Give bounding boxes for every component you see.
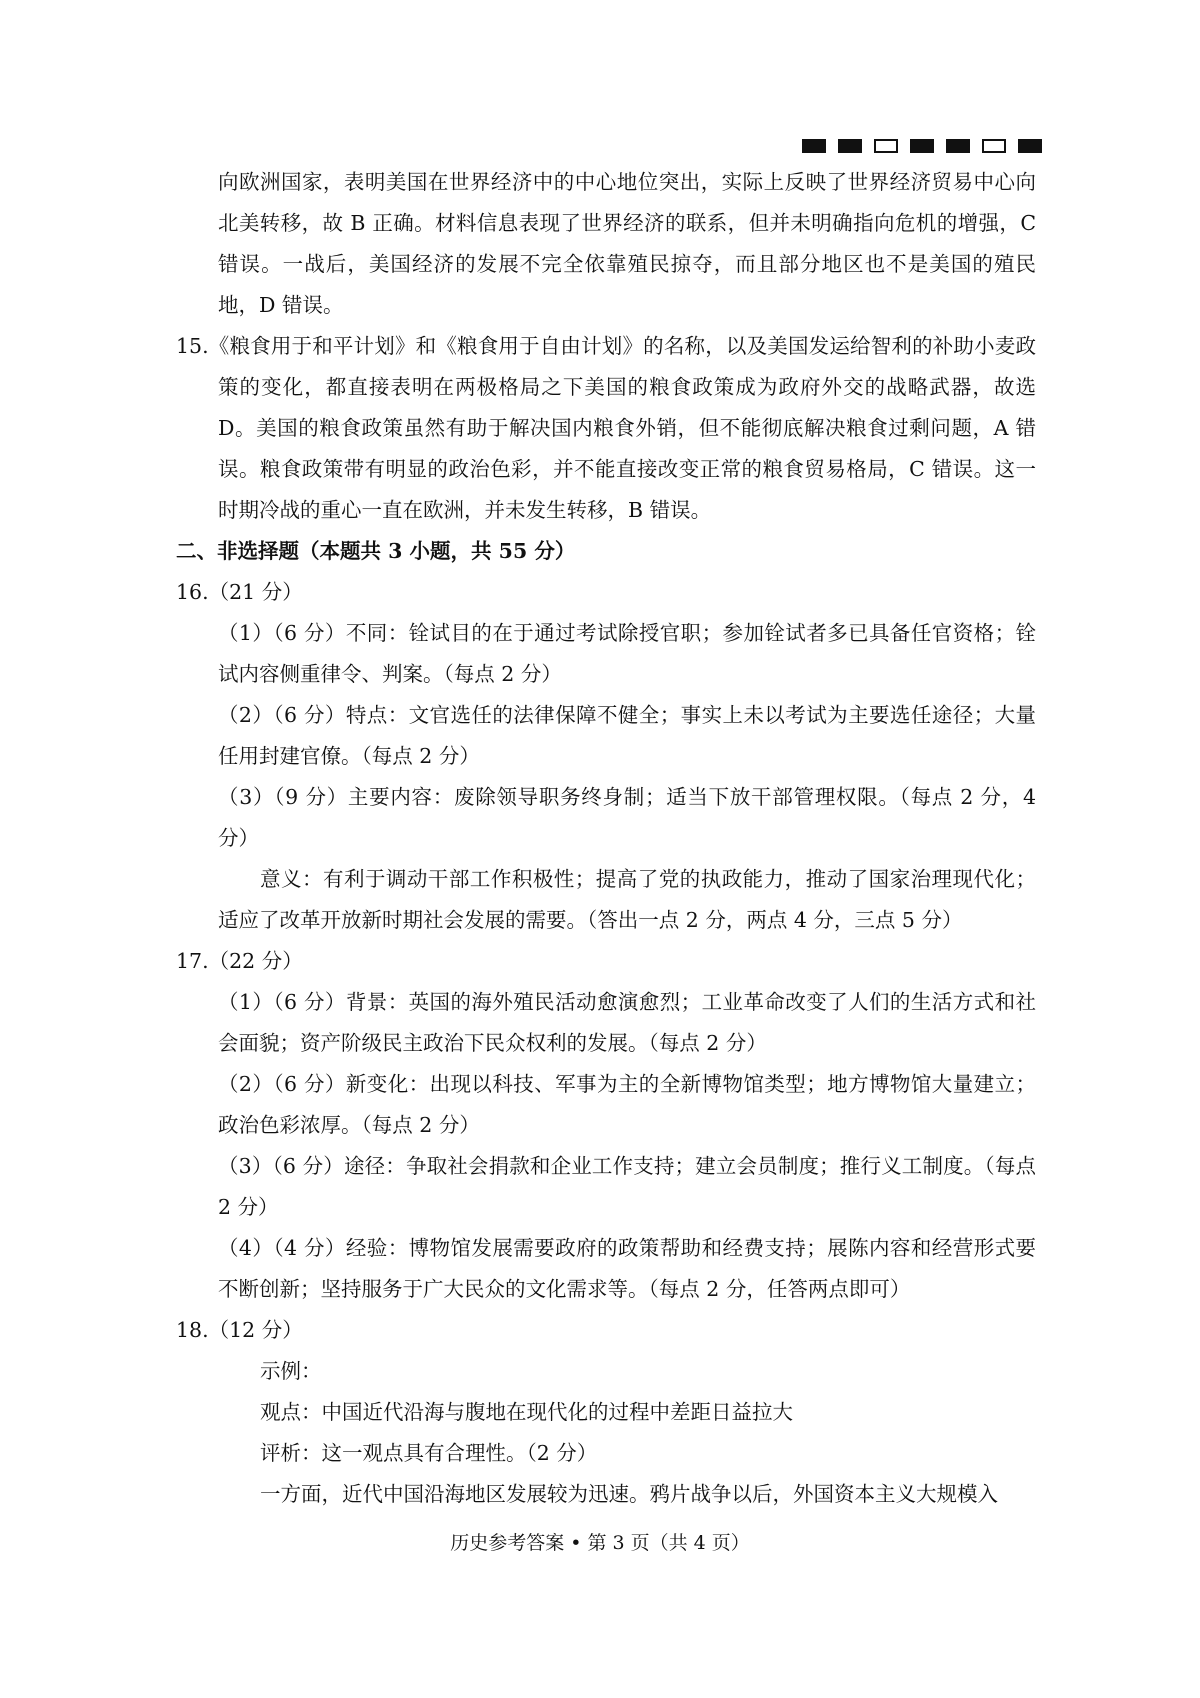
paragraph: 示例： xyxy=(260,1359,322,1383)
paragraph: 观点：中国近代沿海与腹地在现代化的过程中差距日益拉大 xyxy=(260,1400,793,1424)
header-mark-filled xyxy=(838,139,862,153)
paragraph: 17.（22 分） xyxy=(176,949,303,973)
header-mark-filled xyxy=(910,139,934,153)
paragraph: （3）（9 分）主要内容：废除领导职务终身制；适当下放干部管理权限。（每点 2 分，4 分） xyxy=(218,785,1036,850)
paragraph: （3）（6 分）途径：争取社会捐款和企业工作支持；建立会员制度；推行义工制度。（每点 2 分） xyxy=(218,1154,1036,1219)
paragraph: 向欧洲国家，表明美国在世界经济中的中心地位突出，实际上反映了世界经济贸易中心向北美转移，故 B 正确。材料信息表现了世界经济的联系，但并未明确指向危机的增强，C 错误。一战后，美国经济的发展不完全依靠殖民掠夺，而且部分地区也不是美国的殖民地，D 错误。 xyxy=(218,170,1036,317)
paragraph: 一方面，近代中国沿海地区发展较为迅速。鸦片战争以后，外国资本主义大规模入 xyxy=(260,1482,998,1506)
paragraph: 18.（12 分） xyxy=(176,1318,303,1342)
header-marks xyxy=(802,139,1042,153)
paragraph: 评析：这一观点具有合理性。（2 分） xyxy=(260,1441,598,1465)
paragraph: 16.（21 分） xyxy=(176,580,303,604)
header-mark-filled xyxy=(946,139,970,153)
page-footer: 历史参考答案 • 第 3 页（共 4 页） xyxy=(450,1532,750,1554)
paragraph: （2）（6 分）新变化：出现以科技、军事为主的全新博物馆类型；地方博物馆大量建立；政治色彩浓厚。（每点 2 分） xyxy=(218,1072,1036,1137)
paragraph: （2）（6 分）特点：文官选任的法律保障不健全；事实上未以考试为主要选任途径；大量任用封建官僚。（每点 2 分） xyxy=(218,703,1036,768)
header-mark-filled xyxy=(802,139,826,153)
header-mark-empty xyxy=(874,139,898,153)
answer-content xyxy=(176,162,1036,1515)
paragraph: （4）（4 分）经验：博物馆发展需要政府的政策帮助和经费支持；展陈内容和经营形式要不断创新；坚持服务于广大民众的文化需求等。（每点 2 分，任答两点即可） xyxy=(218,1236,1036,1301)
paragraph: （1）（6 分）不同：铨试目的在于通过考试除授官职；参加铨试者多已具备任官资格；铨试内容侧重律令、判案。（每点 2 分） xyxy=(218,621,1036,686)
paragraph: 15.《粮食用于和平计划》和《粮食用于自由计划》的名称，以及美国发运给智利的补助小麦政策的变化，都直接表明在两极格局之下美国的粮食政策成为政府外交的战略武器，故选 D。美国的粮食政策虽然有助于解决国内粮食外销，但不能彻底解决粮食过剩问题，A 错误。粮食政策带有明显的政治色彩，并不能直接改变正常的粮食贸易格局，C 错误。这一时期冷战的重心一直在欧洲，并未发生转移，B 错误。 xyxy=(176,334,1036,522)
header-mark-filled xyxy=(1018,139,1042,153)
paragraph: （1）（6 分）背景：英国的海外殖民活动愈演愈烈；工业革命改变了人们的生活方式和社会面貌；资产阶级民主政治下民众权利的发展。（每点 2 分） xyxy=(218,990,1036,1055)
header-mark-empty xyxy=(982,139,1006,153)
paragraph: 二、非选择题（本题共 3 小题，共 55 分） xyxy=(176,539,576,563)
paragraph: 意义：有利于调动干部工作积极性；提高了党的执政能力，推动了国家治理现代化；适应了改革开放新时期社会发展的需要。（答出一点 2 分，两点 4 分，三点 5 分） xyxy=(218,867,1036,932)
